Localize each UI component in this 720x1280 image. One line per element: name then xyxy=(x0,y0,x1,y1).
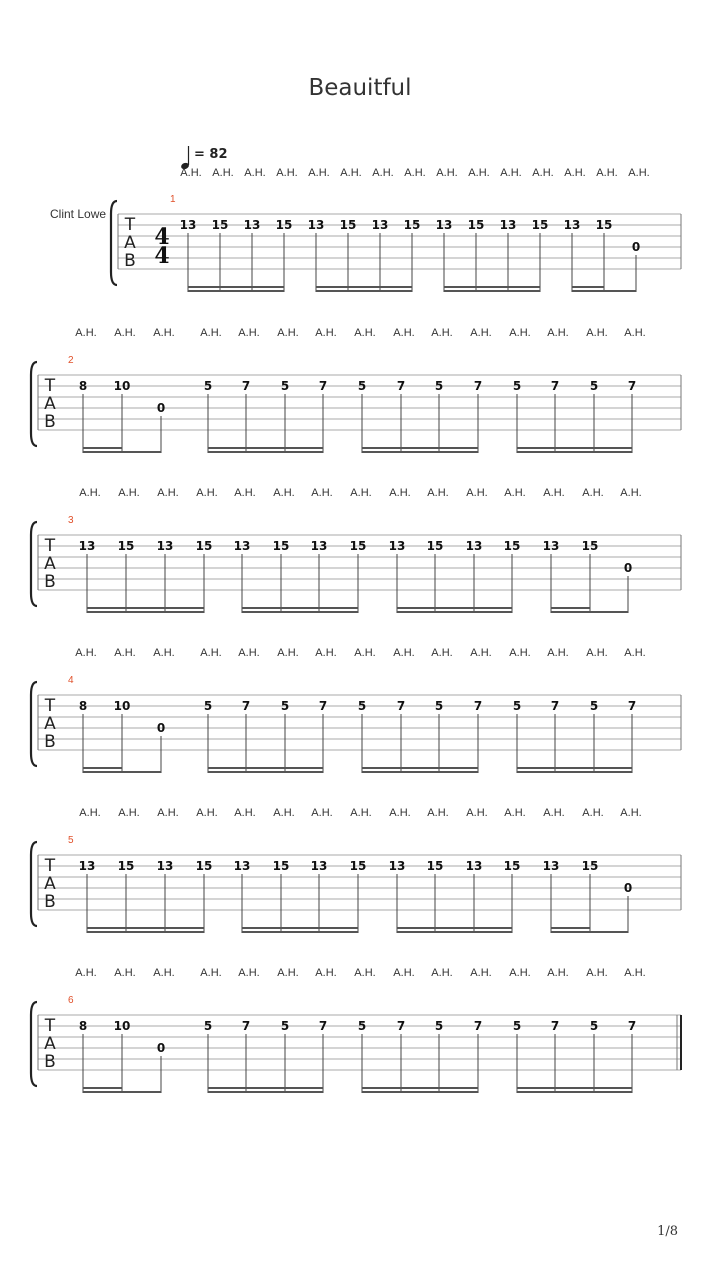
harmonic-label: A.H. xyxy=(273,487,295,499)
fret-number: 15 xyxy=(117,539,135,553)
fret-number: 0 xyxy=(623,881,633,895)
harmonic-label: A.H. xyxy=(532,167,554,179)
harmonic-label: A.H. xyxy=(509,327,531,339)
fret-number: 15 xyxy=(503,859,521,873)
harmonic-label: A.H. xyxy=(153,327,175,339)
fret-number: 15 xyxy=(349,859,367,873)
harmonic-label: A.H. xyxy=(586,967,608,979)
harmonic-label: A.H. xyxy=(624,327,646,339)
harmonic-label: A.H. xyxy=(543,807,565,819)
fret-number: 15 xyxy=(275,218,293,232)
harmonic-label: A.H. xyxy=(389,807,411,819)
fret-number: 7 xyxy=(241,1019,251,1033)
harmonic-label: A.H. xyxy=(582,807,604,819)
harmonic-label: A.H. xyxy=(620,807,642,819)
harmonic-label: A.H. xyxy=(470,327,492,339)
harmonic-label: A.H. xyxy=(624,967,646,979)
fret-number: 15 xyxy=(531,218,549,232)
fret-number: 15 xyxy=(272,859,290,873)
fret-number: 8 xyxy=(78,699,88,713)
fret-number: 8 xyxy=(78,1019,88,1033)
tab-letter: B xyxy=(44,892,56,912)
fret-number: 15 xyxy=(117,859,135,873)
fret-number: 7 xyxy=(396,379,406,393)
fret-number: 5 xyxy=(280,1019,290,1033)
fret-number: 5 xyxy=(434,1019,444,1033)
fret-number: 13 xyxy=(310,539,328,553)
harmonic-label: A.H. xyxy=(238,327,260,339)
harmonic-label: A.H. xyxy=(564,167,586,179)
fret-number: 7 xyxy=(473,379,483,393)
fret-number: 13 xyxy=(243,218,261,232)
fret-number: 13 xyxy=(233,859,251,873)
fret-number: 5 xyxy=(357,379,367,393)
harmonic-label: A.H. xyxy=(234,807,256,819)
fret-number: 5 xyxy=(512,379,522,393)
harmonic-label: A.H. xyxy=(200,647,222,659)
harmonic-label: A.H. xyxy=(404,167,426,179)
tempo-label: = 82 xyxy=(194,147,228,162)
fret-number: 7 xyxy=(396,699,406,713)
harmonic-label: A.H. xyxy=(79,807,101,819)
harmonic-label: A.H. xyxy=(238,967,260,979)
harmonic-label: A.H. xyxy=(75,967,97,979)
harmonic-label: A.H. xyxy=(273,807,295,819)
harmonic-label: A.H. xyxy=(350,807,372,819)
harmonic-label: A.H. xyxy=(277,327,299,339)
harmonic-label: A.H. xyxy=(212,167,234,179)
fret-number: 7 xyxy=(241,699,251,713)
harmonic-label: A.H. xyxy=(509,647,531,659)
harmonic-label: A.H. xyxy=(114,327,136,339)
harmonic-label: A.H. xyxy=(504,807,526,819)
fret-number: 13 xyxy=(233,539,251,553)
tab-letter: T xyxy=(44,1016,56,1036)
harmonic-label: A.H. xyxy=(157,807,179,819)
harmonic-label: A.H. xyxy=(277,647,299,659)
harmonic-label: A.H. xyxy=(372,167,394,179)
tab-letter: T xyxy=(44,536,56,556)
harmonic-label: A.H. xyxy=(308,167,330,179)
fret-number: 5 xyxy=(357,699,367,713)
harmonic-label: A.H. xyxy=(468,167,490,179)
fret-number: 7 xyxy=(550,379,560,393)
harmonic-label: A.H. xyxy=(200,327,222,339)
tab-letter: A xyxy=(44,714,56,734)
harmonic-label: A.H. xyxy=(628,167,650,179)
fret-number: 7 xyxy=(550,699,560,713)
harmonic-label: A.H. xyxy=(311,487,333,499)
tab-letter: A xyxy=(44,554,56,574)
systems-container xyxy=(31,167,681,1093)
fret-number: 13 xyxy=(78,539,96,553)
harmonic-label: A.H. xyxy=(504,487,526,499)
fret-number: 0 xyxy=(631,240,641,254)
bar-number: 3 xyxy=(68,515,74,526)
fret-number: 15 xyxy=(581,539,599,553)
harmonic-label: A.H. xyxy=(196,807,218,819)
harmonic-label: A.H. xyxy=(624,647,646,659)
fret-number: 7 xyxy=(318,1019,328,1033)
fret-number: 15 xyxy=(467,218,485,232)
harmonic-label: A.H. xyxy=(389,487,411,499)
staff-brace xyxy=(31,682,37,766)
harmonic-label: A.H. xyxy=(470,967,492,979)
fret-number: 10 xyxy=(113,379,131,393)
tab-letter: T xyxy=(44,696,56,716)
fret-number: 15 xyxy=(211,218,229,232)
harmonic-label: A.H. xyxy=(431,967,453,979)
fret-number: 13 xyxy=(388,539,406,553)
fret-number: 13 xyxy=(465,539,483,553)
fret-number: 15 xyxy=(195,859,213,873)
fret-number: 15 xyxy=(195,539,213,553)
harmonic-label: A.H. xyxy=(350,487,372,499)
harmonic-label: A.H. xyxy=(500,167,522,179)
fret-number: 13 xyxy=(307,218,325,232)
staff-brace xyxy=(31,842,37,926)
fret-number: 7 xyxy=(627,1019,637,1033)
harmonic-label: A.H. xyxy=(582,487,604,499)
staff-brace xyxy=(31,362,37,446)
fret-number: 10 xyxy=(113,699,131,713)
harmonic-label: A.H. xyxy=(315,967,337,979)
harmonic-label: A.H. xyxy=(118,807,140,819)
harmonic-label: A.H. xyxy=(354,647,376,659)
harmonic-label: A.H. xyxy=(620,487,642,499)
harmonic-label: A.H. xyxy=(547,647,569,659)
harmonic-label: A.H. xyxy=(157,487,179,499)
harmonic-label: A.H. xyxy=(354,327,376,339)
harmonic-label: A.H. xyxy=(393,647,415,659)
tab-system xyxy=(31,487,681,613)
artist-name: Clint Lowe xyxy=(50,207,107,221)
fret-number: 15 xyxy=(403,218,421,232)
fret-number: 15 xyxy=(581,859,599,873)
time-signature-top: 4 xyxy=(154,224,170,250)
harmonic-label: A.H. xyxy=(153,647,175,659)
fret-number: 15 xyxy=(272,539,290,553)
song-title: Beauitful xyxy=(308,75,412,101)
fret-number: 5 xyxy=(434,699,444,713)
fret-number: 5 xyxy=(280,379,290,393)
fret-number: 5 xyxy=(512,699,522,713)
harmonic-label: A.H. xyxy=(427,487,449,499)
harmonic-label: A.H. xyxy=(436,167,458,179)
fret-number: 8 xyxy=(78,379,88,393)
fret-number: 13 xyxy=(156,859,174,873)
harmonic-label: A.H. xyxy=(431,327,453,339)
bar-number: 6 xyxy=(68,995,74,1006)
harmonic-label: A.H. xyxy=(79,487,101,499)
harmonic-label: A.H. xyxy=(547,327,569,339)
fret-number: 13 xyxy=(435,218,453,232)
fret-number: 15 xyxy=(426,859,444,873)
tab-system xyxy=(111,167,681,292)
fret-number: 5 xyxy=(203,379,213,393)
harmonic-label: A.H. xyxy=(315,647,337,659)
fret-number: 7 xyxy=(473,1019,483,1033)
fret-number: 5 xyxy=(357,1019,367,1033)
fret-number: 15 xyxy=(339,218,357,232)
tab-letter: B xyxy=(44,412,56,432)
fret-number: 0 xyxy=(156,401,166,415)
fret-number: 5 xyxy=(589,379,599,393)
harmonic-label: A.H. xyxy=(238,647,260,659)
tab-letter: A xyxy=(44,874,56,894)
fret-number: 7 xyxy=(473,699,483,713)
harmonic-label: A.H. xyxy=(340,167,362,179)
bar-number: 2 xyxy=(68,355,74,366)
fret-number: 5 xyxy=(589,699,599,713)
harmonic-label: A.H. xyxy=(276,167,298,179)
harmonic-label: A.H. xyxy=(431,647,453,659)
harmonic-label: A.H. xyxy=(114,967,136,979)
harmonic-label: A.H. xyxy=(596,167,618,179)
harmonic-label: A.H. xyxy=(393,967,415,979)
harmonic-label: A.H. xyxy=(354,967,376,979)
fret-number: 15 xyxy=(349,539,367,553)
fret-number: 0 xyxy=(156,721,166,735)
fret-number: 7 xyxy=(241,379,251,393)
fret-number: 13 xyxy=(465,859,483,873)
fret-number: 15 xyxy=(503,539,521,553)
tab-letter: A xyxy=(44,1034,56,1054)
fret-number: 15 xyxy=(595,218,613,232)
harmonic-label: A.H. xyxy=(244,167,266,179)
harmonic-label: A.H. xyxy=(547,967,569,979)
fret-number: 13 xyxy=(78,859,96,873)
staff-brace xyxy=(31,1002,37,1086)
harmonic-label: A.H. xyxy=(234,487,256,499)
harmonic-label: A.H. xyxy=(470,647,492,659)
harmonic-label: A.H. xyxy=(180,167,202,179)
fret-number: 10 xyxy=(113,1019,131,1033)
harmonic-label: A.H. xyxy=(118,487,140,499)
tab-letter: A xyxy=(124,233,136,253)
fret-number: 13 xyxy=(310,859,328,873)
bar-number: 1 xyxy=(170,194,176,205)
fret-number: 15 xyxy=(426,539,444,553)
staff-brace xyxy=(111,201,117,285)
tab-letter: B xyxy=(44,732,56,752)
harmonic-label: A.H. xyxy=(509,967,531,979)
fret-number: 7 xyxy=(318,699,328,713)
page-number: 1/8 xyxy=(657,1224,678,1239)
fret-number: 13 xyxy=(371,218,389,232)
tab-letter: A xyxy=(44,394,56,414)
harmonic-label: A.H. xyxy=(466,807,488,819)
fret-number: 13 xyxy=(388,859,406,873)
fret-number: 5 xyxy=(280,699,290,713)
harmonic-label: A.H. xyxy=(543,487,565,499)
harmonic-label: A.H. xyxy=(315,327,337,339)
harmonic-label: A.H. xyxy=(75,327,97,339)
fret-number: 13 xyxy=(542,859,560,873)
tab-letter: B xyxy=(44,572,56,592)
harmonic-label: A.H. xyxy=(586,327,608,339)
fret-number: 7 xyxy=(627,379,637,393)
harmonic-label: A.H. xyxy=(427,807,449,819)
tab-system xyxy=(31,327,681,453)
tab-system xyxy=(31,807,681,933)
tab-letter: T xyxy=(124,215,136,235)
fret-number: 7 xyxy=(318,379,328,393)
tab-letter: B xyxy=(124,251,136,271)
fret-number: 0 xyxy=(623,561,633,575)
bar-number: 5 xyxy=(68,835,74,846)
fret-number: 13 xyxy=(179,218,197,232)
fret-number: 7 xyxy=(550,1019,560,1033)
fret-number: 0 xyxy=(156,1041,166,1055)
tab-letter: B xyxy=(44,1052,56,1072)
harmonic-label: A.H. xyxy=(196,487,218,499)
fret-number: 5 xyxy=(512,1019,522,1033)
harmonic-label: A.H. xyxy=(466,487,488,499)
bar-number: 4 xyxy=(68,675,74,686)
harmonic-label: A.H. xyxy=(393,327,415,339)
harmonic-label: A.H. xyxy=(153,967,175,979)
harmonic-label: A.H. xyxy=(114,647,136,659)
fret-number: 5 xyxy=(203,1019,213,1033)
fret-number: 13 xyxy=(563,218,581,232)
fret-number: 13 xyxy=(542,539,560,553)
tab-letter: T xyxy=(44,856,56,876)
harmonic-label: A.H. xyxy=(200,967,222,979)
fret-number: 7 xyxy=(627,699,637,713)
tab-letter: T xyxy=(44,376,56,396)
fret-number: 13 xyxy=(499,218,517,232)
tab-system xyxy=(31,967,681,1093)
tab-system xyxy=(31,647,681,773)
harmonic-label: A.H. xyxy=(311,807,333,819)
fret-number: 5 xyxy=(589,1019,599,1033)
harmonic-label: A.H. xyxy=(277,967,299,979)
fret-number: 5 xyxy=(434,379,444,393)
harmonic-label: A.H. xyxy=(586,647,608,659)
fret-number: 7 xyxy=(396,1019,406,1033)
time-signature-bottom: 4 xyxy=(154,243,170,269)
harmonic-label: A.H. xyxy=(75,647,97,659)
fret-number: 13 xyxy=(156,539,174,553)
staff-brace xyxy=(31,522,37,606)
fret-number: 5 xyxy=(203,699,213,713)
